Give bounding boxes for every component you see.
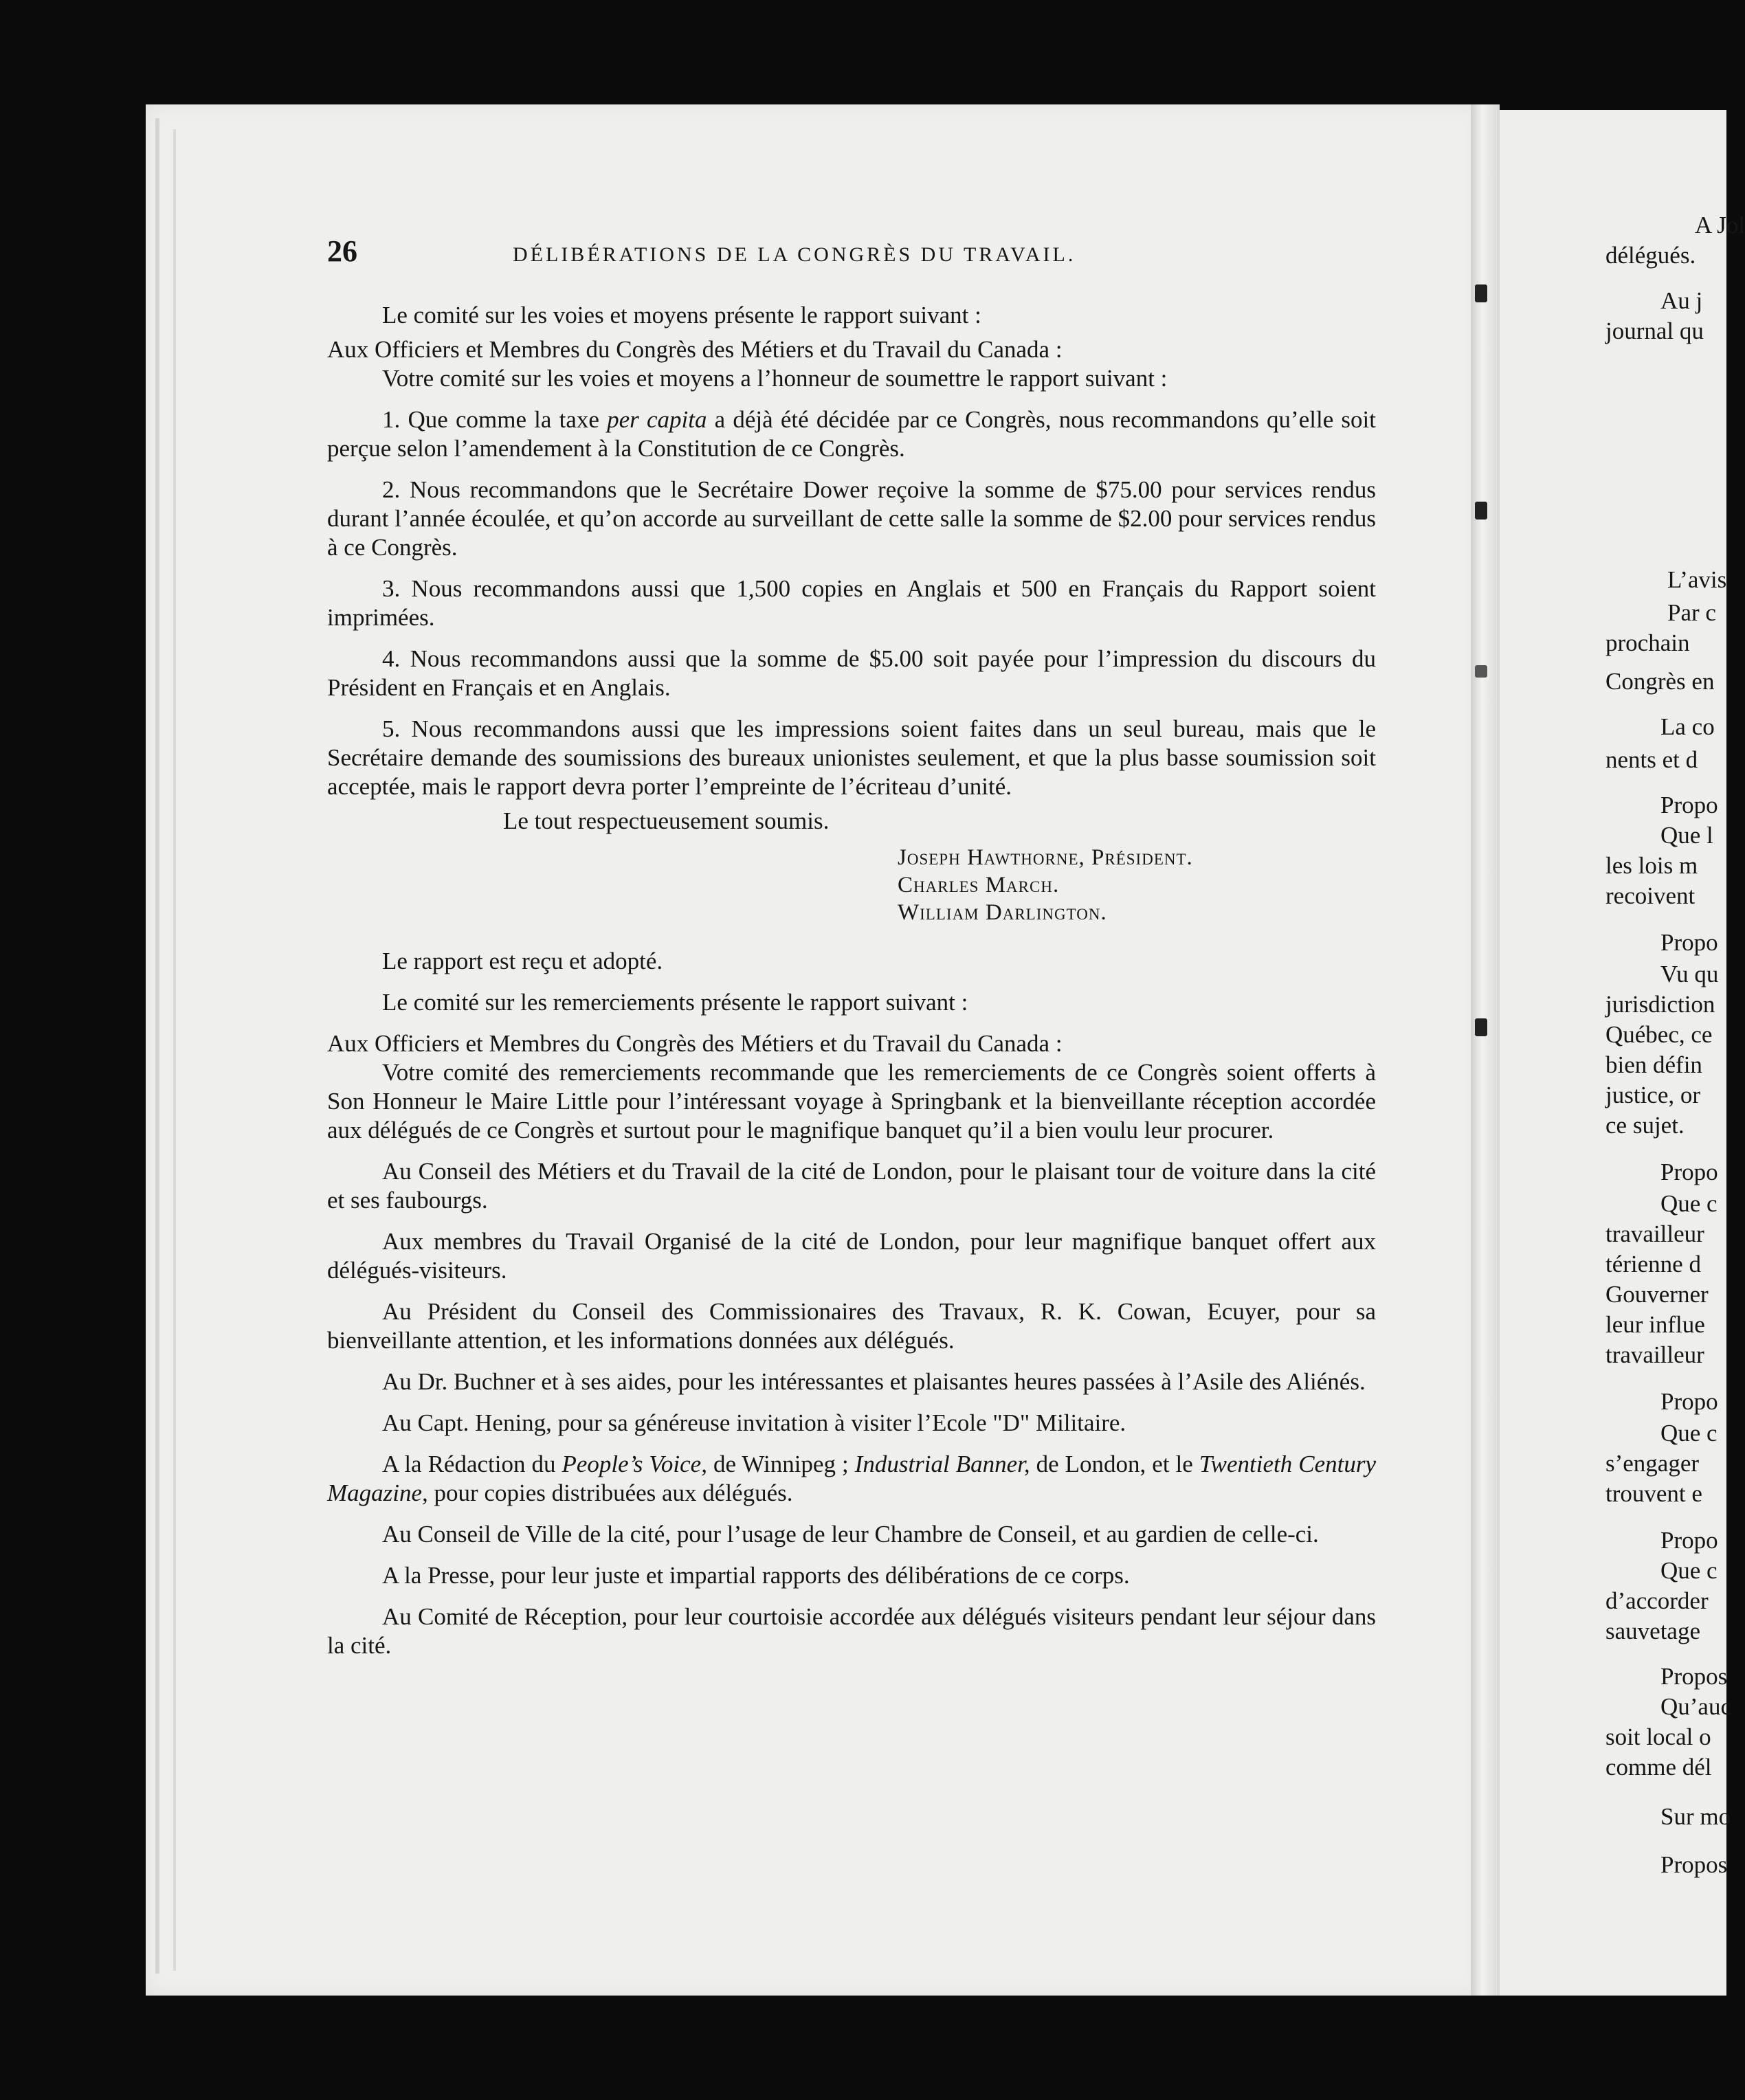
- right-page-line: Propos: [1660, 1851, 1728, 1878]
- right-page-line: ce sujet.: [1605, 1112, 1685, 1139]
- paragraph: Votre comité sur les voies et moyens a l’honneur de soumettre le rapport suivant :: [382, 365, 1168, 392]
- paragraph: Le comité sur les voies et moyens présente le rapport suivant :: [382, 302, 981, 328]
- signature-block: [327, 844, 1376, 926]
- right-page-line: d’accorder: [1605, 1587, 1709, 1614]
- right-page-line: Que l: [1660, 822, 1713, 849]
- page-text: [327, 234, 1376, 1660]
- right-page-line: délégués.: [1605, 242, 1696, 269]
- paragraph: Au Conseil des Métiers et du Travail de la cité de London, pour le plaisant tour de voiture dans la cité et ses faubourgs.: [327, 1158, 1376, 1214]
- right-page-line: Qu’auc: [1660, 1693, 1732, 1720]
- right-page-line: L’avis: [1667, 566, 1727, 593]
- paragraph: Aux membres du Travail Organisé de la cité de London, pour leur magnifique banquet offert aux délégués-visiteurs.: [327, 1228, 1376, 1284]
- right-page-line: travailleur: [1605, 1220, 1704, 1247]
- right-page-line: Gouverner: [1605, 1281, 1709, 1308]
- right-page-line: Vu qu: [1660, 961, 1719, 987]
- right-page-line: justice, or: [1605, 1082, 1701, 1108]
- right-page-line: comme dél: [1605, 1754, 1712, 1780]
- paragraph: Au Capt. Hening, pour sa généreuse invitation à visiter l’Ecole "D" Militaire.: [382, 1409, 1126, 1436]
- right-page-line: Que c: [1660, 1420, 1718, 1446]
- binding-stitch: [1475, 502, 1487, 520]
- right-page-line: Propo: [1660, 792, 1718, 818]
- binding-stitch: [1475, 1018, 1487, 1036]
- right-page-line: leur influe: [1605, 1311, 1705, 1338]
- list-item: 2. Nous recommandons que le Secrétaire Dower reçoive la somme de $75.00 pour services rendus durant l’année écoulée, et qu’on accorde au surveillant de cette salle la somme de $2.00 pour services rendus à ce Congrès.: [327, 476, 1376, 561]
- right-page-line: Au j: [1660, 287, 1703, 314]
- right-page: [1500, 110, 1745, 1996]
- page-header: [327, 234, 1376, 291]
- closing-line: Le tout respectueusement soumis.: [503, 807, 830, 834]
- right-page-line: La co: [1660, 713, 1715, 740]
- right-page-line: Propo: [1660, 1388, 1718, 1415]
- list-item: 4. Nous recommandons aussi que la somme de $5.00 soit payée pour l’impression du discours du Président en Français et en Anglais.: [327, 645, 1376, 701]
- signature: Charles March.: [898, 873, 1060, 897]
- paragraph: Le comité sur les remerciements présente le rapport suivant :: [382, 989, 968, 1016]
- page-number: 26: [327, 234, 357, 268]
- right-page-line: prochain: [1605, 629, 1690, 656]
- list-item: 5. Nous recommandons aussi que les impressions soient faites dans un seul bureau, mais que le Secrétaire demande des soumissions des bureaux unionistes seulement, et que la plus basse soumission soit acceptée, mais le rapport devra porter l’empreinte de l’écriteau d’unité.: [327, 715, 1376, 800]
- addressee: Aux Officiers et Membres du Congrès des Métiers et du Travail du Canada :: [327, 1030, 1063, 1057]
- addressee: Aux Officiers et Membres du Congrès des Métiers et du Travail du Canada :: [327, 336, 1063, 363]
- right-page-line: les lois m: [1605, 852, 1698, 879]
- right-page-line: s’engager: [1605, 1450, 1700, 1477]
- right-page-line: Par c: [1667, 599, 1716, 626]
- binding-stitch: [1475, 284, 1487, 302]
- right-page-line: Propo: [1660, 929, 1718, 956]
- book-gutter: [1471, 104, 1500, 1996]
- right-page-line: Propos: [1660, 1663, 1728, 1690]
- right-page-line: Québec, ce: [1605, 1021, 1713, 1048]
- right-page-line: nents et d: [1605, 746, 1698, 773]
- right-page-line: sauvetage: [1605, 1618, 1700, 1644]
- right-page-line: bien défin: [1605, 1051, 1702, 1078]
- right-page-line: soit local o: [1605, 1723, 1711, 1750]
- paragraph: Au Président du Conseil des Commissionaires des Travaux, R. K. Cowan, Ecuyer, pour sa bienveillante attention, et les informations données aux délégués.: [327, 1298, 1376, 1354]
- right-page-line: Propo: [1660, 1527, 1718, 1554]
- right-page-line: Que c: [1660, 1190, 1718, 1217]
- paragraph: A la Presse, pour leur juste et impartial rapports des délibérations de ce corps.: [382, 1562, 1130, 1589]
- page-edge: [155, 118, 159, 1974]
- right-page-line: travailleur: [1605, 1341, 1704, 1368]
- paragraph: Au Comité de Réception, pour leur courtoisie accordée aux délégués visiteurs pendant leur séjour dans la cité.: [327, 1603, 1376, 1659]
- paragraph: Le rapport est reçu et adopté.: [382, 948, 663, 974]
- page-edge: [173, 129, 176, 1971]
- right-page-line: A Jol: [1695, 212, 1745, 238]
- paragraph: Au Conseil de Ville de la cité, pour l’usage de leur Chambre de Conseil, et au gardien de celle-ci.: [382, 1521, 1319, 1548]
- right-page-line: Que c: [1660, 1557, 1718, 1584]
- right-page-line: journal qu: [1605, 317, 1704, 344]
- paragraph: A la Rédaction du People’s Voice, de Winnipeg ; Industrial Banner, de London, et le Twentieth Century Magazine, pour copies distribuées aux délégués.: [327, 1451, 1376, 1506]
- signature: William Darlington.: [898, 900, 1107, 925]
- right-page-line: jurisdiction: [1605, 991, 1715, 1018]
- list-item: 1. Que comme la taxe per capita a déjà été décidée par ce Congrès, nous recommandons qu’elle soit perçue selon l’amendement à la Constitution de ce Congrès.: [327, 406, 1376, 462]
- right-page-line: Congrès en: [1605, 668, 1715, 695]
- list-item: 3. Nous recommandons aussi que 1,500 copies en Anglais et 500 en Français du Rapport soient imprimées.: [327, 575, 1376, 631]
- right-page-line: Sur mo: [1660, 1803, 1731, 1830]
- paragraph: Au Dr. Buchner et à ses aides, pour les intéressantes et plaisantes heures passées à l’Asile des Aliénés.: [382, 1368, 1366, 1395]
- right-page-line: Propo: [1660, 1159, 1718, 1185]
- right-page-line: trouvent e: [1605, 1480, 1702, 1507]
- right-page-line: recoivent: [1605, 882, 1696, 909]
- right-page-line: térienne d: [1605, 1251, 1701, 1277]
- signature: Joseph Hawthorne, Président.: [898, 845, 1193, 870]
- paragraph: Votre comité des remerciements recommande que les remerciements de ce Congrès soient offerts à Son Honneur le Maire Little pour l’intéressant voyage à Springbank et la bienveillante réception accordée aux délégués de ce Congrès et surtout pour le magnifique banquet qu’il a bien voulu leur procurer.: [327, 1059, 1376, 1143]
- running-head: DÉLIBÉRATIONS DE LA CONGRÈS DU TRAVAIL.: [513, 243, 1076, 266]
- binding-stitch: [1475, 665, 1487, 678]
